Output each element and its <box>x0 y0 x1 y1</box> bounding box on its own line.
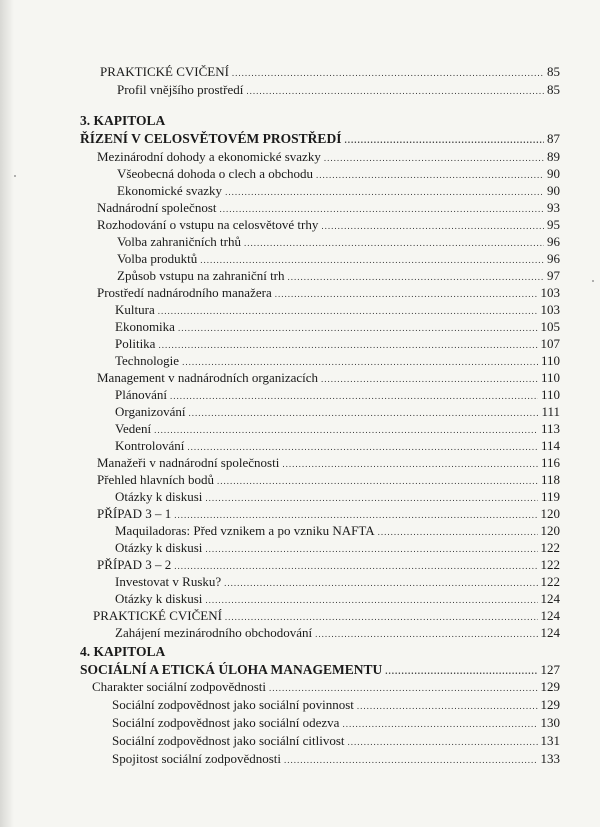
toc-entry <box>112 715 560 732</box>
leader-dots <box>378 524 538 540</box>
leader-dots <box>282 456 538 472</box>
toc-entry-label: Politika <box>115 336 156 351</box>
toc-entry-label: Rozhodování o vstupu na celosvětové trhy <box>97 217 319 232</box>
toc-entry-label: Zahájení mezinárodního obchodování <box>115 625 313 640</box>
toc-entry-page: 116 <box>540 455 560 470</box>
chapter-title-row <box>80 662 560 679</box>
toc-entry <box>97 455 560 472</box>
toc-entry-label: Ekonomika <box>115 319 175 334</box>
toc-entry-label: Volba produktů <box>117 251 198 266</box>
toc-entry-page: 90 <box>547 166 560 181</box>
toc-entry-label: Způsob vstupu na zahraniční trh <box>117 268 285 283</box>
leader-dots <box>344 132 544 148</box>
toc-entry-page: 122 <box>540 574 560 589</box>
toc-entry <box>92 679 560 696</box>
leader-dots <box>288 269 544 285</box>
toc-entry <box>115 438 560 455</box>
toc-entry <box>97 370 560 387</box>
toc-entry-page: 120 <box>540 506 560 521</box>
toc-entry-label: Přehled hlavních bodů <box>97 472 214 487</box>
leader-dots <box>174 507 537 523</box>
leader-dots <box>170 388 538 404</box>
toc-entry-page: 111 <box>541 404 560 419</box>
toc-entry-label: Management v nadnárodních organizacích <box>97 370 319 385</box>
leader-dots <box>205 490 538 506</box>
toc-entry <box>115 574 560 591</box>
toc-entry-page: 122 <box>540 540 560 555</box>
toc-entry-page: 95 <box>547 217 560 232</box>
toc-entry <box>115 489 560 506</box>
toc-entry <box>97 285 560 302</box>
toc-entry-label: Charakter sociální zodpovědnosti <box>92 679 267 694</box>
leader-dots <box>154 422 538 438</box>
toc-entry-page: 96 <box>547 251 560 266</box>
toc-entry-label: Kultura <box>115 302 155 317</box>
leader-dots <box>224 575 537 591</box>
toc-entry-page: 103 <box>540 302 560 317</box>
toc-entry-page: 107 <box>540 336 560 351</box>
toc-entry-page: 93 <box>547 200 560 215</box>
toc-entry <box>97 149 560 166</box>
leader-dots <box>244 235 544 251</box>
leader-dots <box>225 609 538 625</box>
leader-dots <box>217 473 538 489</box>
toc-entry-label: Spojitost sociální zodpovědnosti <box>112 751 281 766</box>
toc-entry-page: 124 <box>540 591 560 606</box>
leader-dots <box>232 65 544 81</box>
toc-entry-label: Organizování <box>115 404 186 419</box>
toc-entry-page: 129 <box>540 679 560 694</box>
toc-entry-page: 124 <box>540 608 560 623</box>
toc-entry-label: Maquiladoras: Před vznikem a po vzniku NAFTA <box>115 523 375 538</box>
toc-entry-page: 119 <box>540 489 560 504</box>
chapter-title-page: 87 <box>547 131 560 146</box>
toc-entry <box>117 183 560 200</box>
toc-entry-label: Ekonomické svazky <box>117 183 223 198</box>
toc-entry-page: 89 <box>547 149 560 164</box>
leader-dots <box>187 439 538 455</box>
leader-dots <box>348 734 538 750</box>
toc-entry <box>115 336 560 353</box>
toc-entry <box>115 540 560 557</box>
toc-entry-label: Sociální zodpovědnost jako sociální povinnost <box>112 697 354 712</box>
toc-entry <box>112 733 560 750</box>
toc-entry-page: 133 <box>540 751 560 766</box>
toc-entry-label: Nadnárodní společnost <box>97 200 217 215</box>
toc-entry-label: Mezinárodní dohody a ekonomické svazky <box>97 149 321 164</box>
leader-dots <box>182 354 538 370</box>
toc-entry-label: Otázky k diskusi <box>115 489 203 504</box>
toc-entry-label: Sociální zodpovědnost jako sociální citlivost <box>112 733 345 748</box>
toc-entry <box>112 697 560 714</box>
leader-dots <box>269 680 537 696</box>
toc-entry-label: Prostředí nadnárodního manažera <box>97 285 272 300</box>
toc-entry-page: 124 <box>540 625 560 640</box>
leader-dots <box>200 252 544 268</box>
toc-entry-label: Všeobecná dohoda o clech a obchodu <box>117 166 314 181</box>
toc-entry-label: Vedení <box>115 421 152 436</box>
toc-entry-page: 130 <box>540 715 560 730</box>
toc-entry-label: Technologie <box>115 353 180 368</box>
toc-entry <box>97 472 560 489</box>
leader-dots <box>315 626 537 642</box>
toc-entry <box>115 421 560 438</box>
leader-dots <box>342 716 537 732</box>
toc-entry-page: 113 <box>540 421 560 436</box>
chapter-title-page: 127 <box>540 662 560 677</box>
toc-entry-label: Otázky k diskusi <box>115 591 203 606</box>
toc-entry-page: 103 <box>540 285 560 300</box>
toc-entry-label: PRAKTICKÉ CVIČENÍ <box>93 608 222 623</box>
toc-entry <box>97 217 560 234</box>
toc-entry-label: Manažeři v nadnárodní společnosti <box>97 455 280 470</box>
leader-dots <box>225 184 544 200</box>
leader-dots <box>205 541 537 557</box>
leader-dots <box>385 663 537 679</box>
scan-speck <box>592 280 594 282</box>
leader-dots <box>275 286 538 302</box>
toc-entry-label: Volba zahraničních trhů <box>117 234 241 249</box>
leader-dots <box>321 371 538 387</box>
scan-edge-shadow <box>0 0 14 827</box>
toc-entry-label: Kontrolování <box>115 438 185 453</box>
toc-entry-page: 85 <box>547 82 560 97</box>
leader-dots <box>158 303 538 319</box>
scan-speck <box>14 175 16 177</box>
toc-entry <box>115 404 560 421</box>
leader-dots <box>321 218 544 234</box>
leader-dots <box>246 83 544 99</box>
toc-entry-page: 110 <box>540 370 560 385</box>
toc-entry <box>115 302 560 319</box>
toc-entry <box>115 353 560 370</box>
toc-entry <box>97 200 560 217</box>
leader-dots <box>189 405 539 421</box>
toc-entry-page: 118 <box>540 472 560 487</box>
toc-entry-page: 131 <box>540 733 560 748</box>
toc-entry <box>112 751 560 768</box>
toc-entry-page: 96 <box>547 234 560 249</box>
chapter-title: SOCIÁLNÍ A ETICKÁ ÚLOHA MANAGEMENTU <box>80 662 383 677</box>
toc-entry <box>115 523 560 540</box>
chapter-label: 4. KAPITOLA <box>80 644 166 659</box>
toc-entry <box>117 234 560 251</box>
toc-entry-page: 85 <box>547 64 560 79</box>
toc-entry <box>117 82 560 99</box>
toc-entry-page: 120 <box>540 523 560 538</box>
toc-entry-page: 129 <box>540 697 560 712</box>
toc-entry <box>115 591 560 608</box>
leader-dots <box>220 201 544 217</box>
toc-entry <box>117 251 560 268</box>
chapter-label: 3. KAPITOLA <box>80 113 166 128</box>
toc-entry-page: 97 <box>547 268 560 283</box>
toc-entry <box>97 557 560 574</box>
toc-entry-label: Sociální zodpovědnost jako sociální odezva <box>112 715 340 730</box>
toc-entry <box>115 387 560 404</box>
leader-dots <box>205 592 537 608</box>
toc-entry-label: Plánování <box>115 387 167 402</box>
toc-entry <box>97 506 560 523</box>
toc-entry <box>115 319 560 336</box>
toc-entry-label: Investovat v Rusku? <box>115 574 222 589</box>
toc-entry-page: 122 <box>540 557 560 572</box>
toc-entry-label: PŘÍPAD 3 – 2 <box>97 557 172 572</box>
leader-dots <box>324 150 544 166</box>
toc-entry-page: 105 <box>540 319 560 334</box>
toc-entry <box>117 166 560 183</box>
toc-entry <box>115 625 560 642</box>
toc-entry-label: PŘÍPAD 3 – 1 <box>97 506 172 521</box>
leader-dots <box>158 337 537 353</box>
leader-dots <box>284 752 538 768</box>
toc-entry <box>100 64 560 81</box>
leader-dots <box>357 698 538 714</box>
toc-entry-page: 110 <box>540 387 560 402</box>
toc-entry-label: Profil vnějšího prostředí <box>117 82 244 97</box>
toc-entry-page: 114 <box>540 438 560 453</box>
toc-entry <box>117 268 560 285</box>
chapter-title-row <box>80 131 560 148</box>
toc-entry <box>93 608 560 625</box>
leader-dots <box>316 167 544 183</box>
chapter-title: ŘÍZENÍ V CELOSVĚTOVÉM PROSTŘEDÍ <box>80 131 342 146</box>
toc-entry-label: Otázky k diskusi <box>115 540 203 555</box>
leader-dots <box>174 558 537 574</box>
toc-entry-page: 110 <box>540 353 560 368</box>
toc-entry-page: 90 <box>547 183 560 198</box>
leader-dots <box>178 320 538 336</box>
toc-entry-label: PRAKTICKÉ CVIČENÍ <box>100 64 229 79</box>
